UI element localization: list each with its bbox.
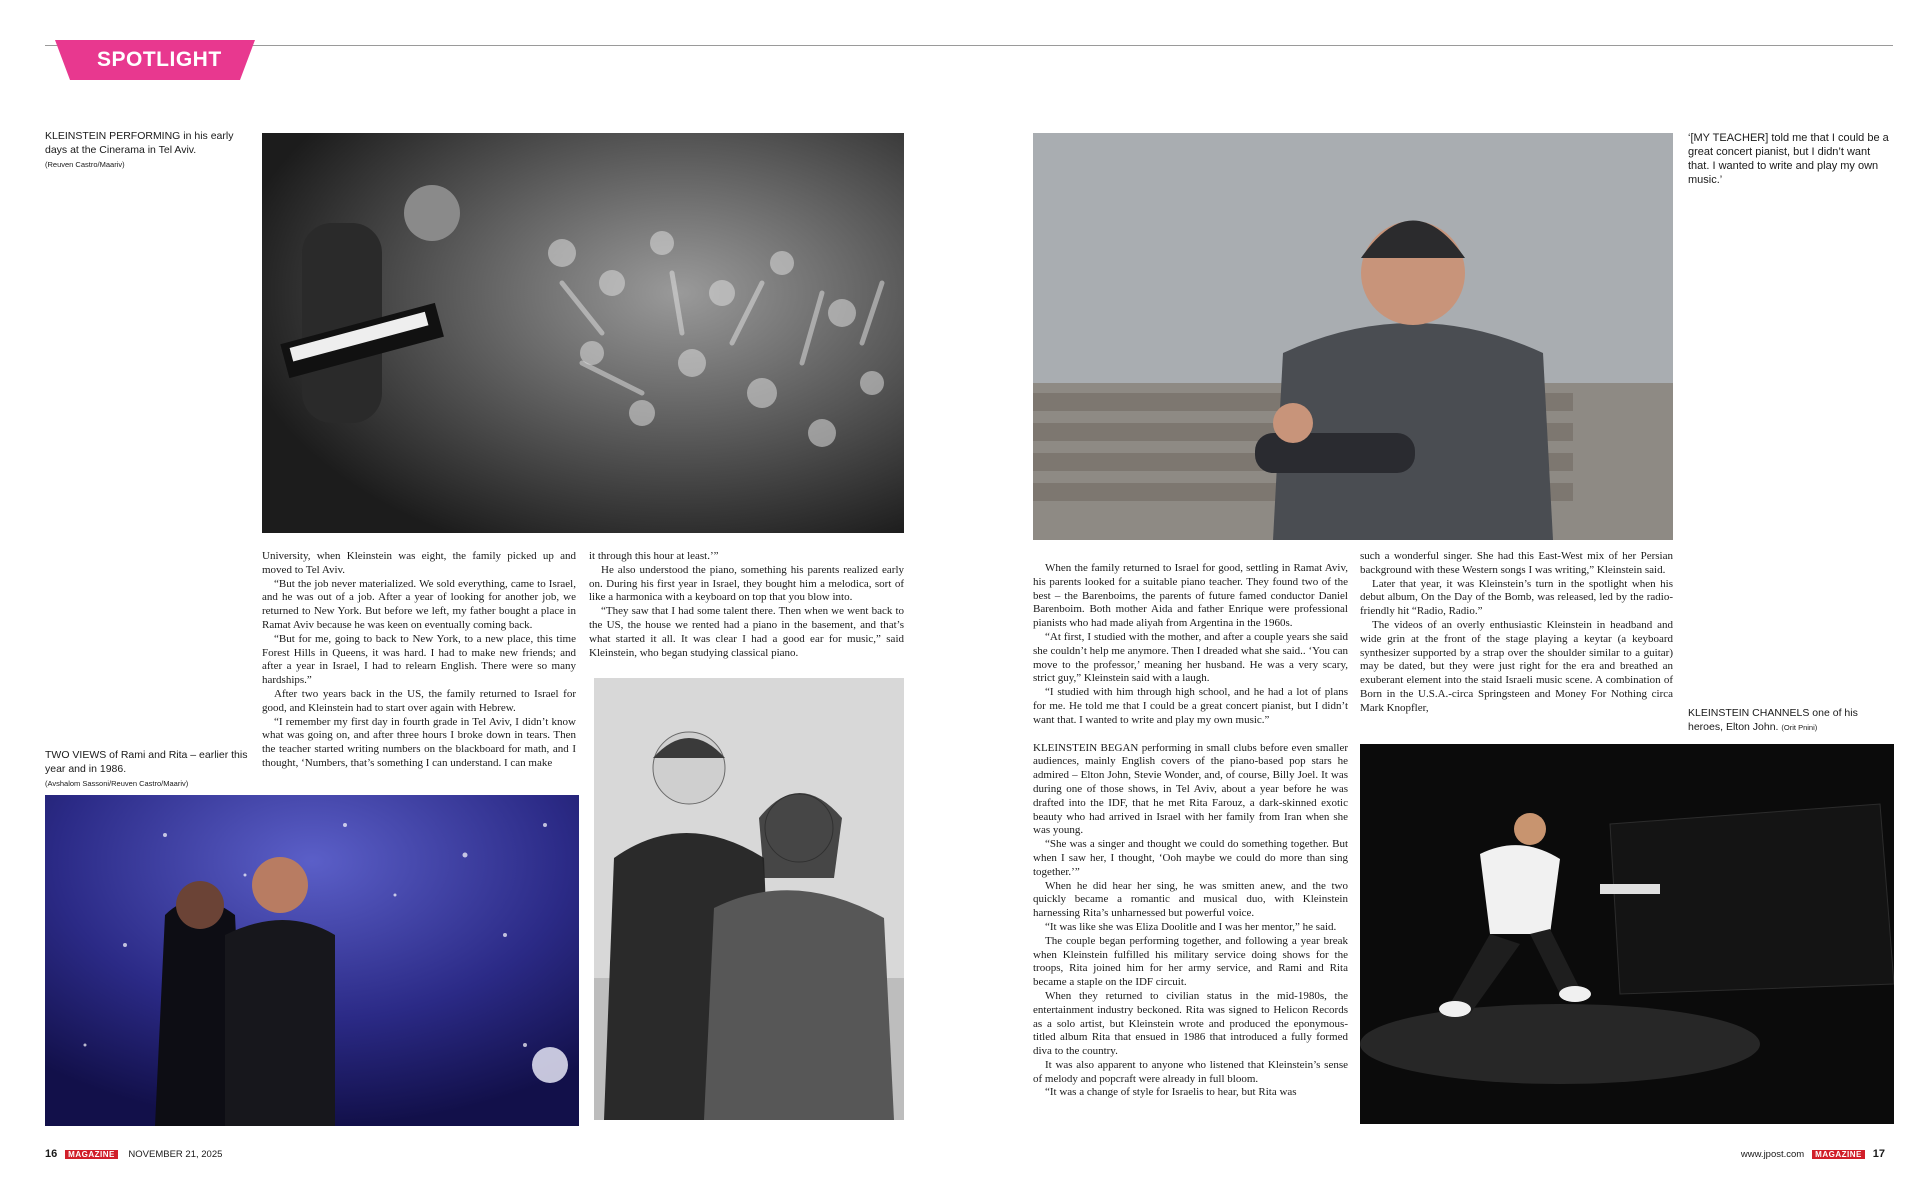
footer-left xyxy=(45,1148,222,1160)
caption-lead: KLEINSTEIN PERFORMING xyxy=(45,130,181,142)
photo-credit: (Reuven Castro/Maariv) xyxy=(45,160,125,169)
caption-two-views: TWO VIEWS of Rami and Rita – earlier this year and in 1986. (Avshalom Sassoni/Reuven Castro/Maariv) xyxy=(45,749,248,788)
magazine-logo: MAGAZINE xyxy=(65,1150,118,1159)
magazine-logo: MAGAZINE xyxy=(1812,1150,1865,1159)
stage-duet xyxy=(45,795,579,1126)
caption-lead: TWO VIEWS xyxy=(45,749,107,761)
bench-portrait xyxy=(1033,133,1673,540)
section-label: SPOTLIGHT xyxy=(97,48,222,71)
caption-performing: KLEINSTEIN PERFORMING in his early days at the Cinerama in Tel Aviv. (Reuven Castro/Maariv) xyxy=(45,130,234,169)
article-column-1: University, when Kleinstein was eight, the family picked up and moved to Tel Aviv. “But the job never materialized. We sold everything, came to Israel, and he was out of a job. After a year of looking for another job, we returned to New York. But before we left, my father bought a place in Ramat Aviv because he was keen on eventually coming back. “But for me, going to back to New York, to a new place, this time Forest Hills in Queens, it was hard. I had to make new friends; and after a year in Israel, I had to relearn English. There were so many hardships.” After two years back in the US, the family returned to Israel for good, and Kleinstein had to start over again with Hebrew. “I remember my first day in fourth grade in Tel Aviv, I didn’t know what was going on, and after three hours I broke down in tears. Then the teacher started writing numbers on the blackboard for math, and I thought, ‘Numbers, that’s something I can understand. I can make xyxy=(262,550,576,769)
issue-date: NOVEMBER 21, 2025 xyxy=(128,1149,223,1160)
page-number: 17 xyxy=(1872,1148,1885,1160)
caption-lead: KLEINSTEIN CHANNELS xyxy=(1688,707,1810,719)
photo-credit: (Avshalom Sassoni/Reuven Castro/Maariv) xyxy=(45,779,189,788)
article-column-2: it through this hour at least.’” He also understood the piano, something his parents realized early on. During his first year in Israel, they bought him a melodica, sort of like a harmonica with a keyboard on top that you blow into. “They saw that I had some talent there. Then when we went back to the US, the house we rented had a piano in the basement, and that’s what started it all. It was clear I had a good ear for music,” said Kleinstein, who began studying classical piano. xyxy=(589,550,904,659)
piano-performance xyxy=(1360,744,1894,1124)
photo-credit: (Orit Pnini) xyxy=(1781,723,1818,732)
article-column-4: such a wonderful singer. She had this East-West mix of her Persian background with these Western songs I was writing,” Kleinstein said. Later that year, it was Kleinstein’s turn in the spotlight when his debut album, On the Day of the Bomb, was released, led by the radio-friendly hit “Radio, Radio.” The videos of an overly enthusiastic Kleinstein in headband and wide grin at the front of the stage playing a keytar (a keyboard synthesizer supported by a strap over the shoulder similar to a guitar) may be dated, but they were just right for the era and breathed an exuberant element into the staid Israeli music scene. A combination of Born in the U.S.A.-circa Springsteen and Money For Nothing circa Mark Knopfler, xyxy=(1360,550,1673,714)
caption-channels: KLEINSTEIN CHANNELS one of his heroes, Elton John. (Orit Pnini) xyxy=(1688,707,1858,733)
page-number: 16 xyxy=(45,1148,58,1160)
site-url: www.jpost.com xyxy=(1740,1149,1805,1160)
section-tab xyxy=(55,40,255,80)
article-column-3: When the family returned to Israel for good, settling in Ramat Aviv, his parents looked for a suitable piano teacher. They found two of the best – the Barenboims, the parents of future famed conductor Daniel Barenboim. Both mother Aida and father Enrique were professional pianists who had made aliyah from Argentina in the 1960s. “At first, I studied with the mother, and after a couple years she said she couldn’t help me anymore. Then I dreaded what she said.. ‘You can move to the professor,’ meaning her husband. He was a very scary, strict guy,” Kleinstein said with a laugh. “I studied with him through high school, and he had a lot of plans for me. He told me that I could be a great concert pianist, but I didn’t want that. I wanted to write and play my own music.” KLEINSTEIN BEGAN performing in small clubs before even smaller audiences, mainly English covers of the piano-based pop stars he admired – Elton John, Stevie Wonder, and, of course, Billy Joel. It was during one of those shows, in Tel Aviv, about a year before he was drafted into the IDF, that he met Rita Farouz, a dark-skinned exotic beauty who had arrived in Israel with her family from Iran when she was young. “She was a singer and thought we could do something together. But when I saw her, I thought, ‘Ooh maybe we could do more than sing together.’” When he did hear her sing, he was smitten anew, and the two quickly became a romantic and musical duo, with Kleinstein harnessing Rita’s unharnessed but powerful voice. “It was like she was Eliza Doolitle and I was her mentor,” he said. The couple began performing together, and following a year break when Kleinstein fulfilled his military service doing shows for the troops, Rita joined him for her army service, and Rami and Rita became a staple on the IDF circuit. When they returned to civilian status in the mid-1980s, the entertainment industry beckoned. Rita was signed to Helicon Records as a solo artist, but Kleinstein wrote and produced the eponymous-titled album Rita that ensued in 1986 that introduced a fully formed diva to the country. It was also apparent to anyone who listened that Kleinstein’s sense of melody and popcraft were already in full bloom. “It was a change of style for Israelis to hear, but Rita was xyxy=(1033,562,1348,1099)
footer-right xyxy=(1741,1148,1885,1160)
header-rule xyxy=(45,45,1893,46)
crowd-photo xyxy=(262,133,904,533)
pull-quote: ‘[MY TEACHER] told me that I could be a great concert pianist, but I didn’t want that. I wanted to write and play my own music.’ xyxy=(1688,132,1889,186)
couple-1986 xyxy=(594,678,904,1120)
